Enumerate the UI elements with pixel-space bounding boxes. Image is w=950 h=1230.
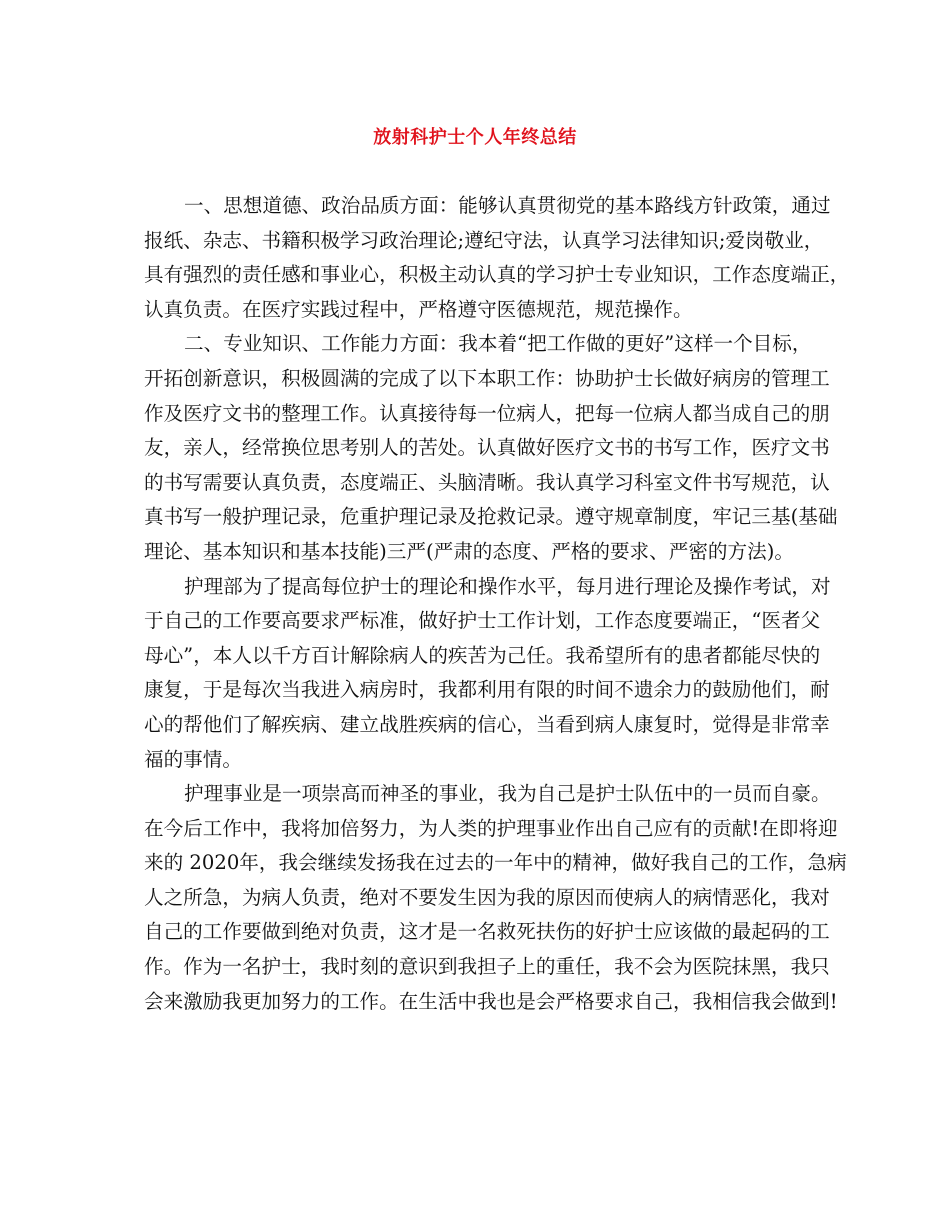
paragraph-line: 福的事情。 <box>144 747 242 771</box>
paragraph-line: 友，亲人，经常换位思考别人的苦处。认真做好医疗文书的书写工作，医疗文书 <box>144 436 830 460</box>
paragraph-line: 二、专业知识、工作能力方面：我本着“把工作做的更好”这样一个目标， <box>184 332 812 356</box>
paragraph-line: 理论、基本知识和基本技能)三严(严肃的态度、严格的要求、严密的方法)。 <box>144 539 794 563</box>
paragraph-line: 自己的工作要做到绝对负责，这才是一名救死扶伤的好护士应该做的最起码的工 <box>144 920 830 944</box>
paragraph-line: 一、思想道德、政治品质方面：能够认真贯彻党的基本路线方针政策，通过 <box>184 194 831 217</box>
paragraph-line: 康复，于是每次当我进入病房时，我都利用有限的时间不遗余力的鼓励他们，耐 <box>144 678 830 702</box>
paragraph-line: 人之所急，为病人负责，绝对不要发生因为我的原因而使病人的病情恶化，我对 <box>144 885 830 909</box>
paragraph-line: 作。作为一名护士，我时刻的意识到我担子上的重任，我不会为医院抹黑，我只 <box>144 955 830 979</box>
paragraph-line: 具有强烈的责任感和事业心，积极主动认真的学习护士专业知识，工作态度端正， <box>144 263 850 287</box>
paragraph-line: 护理部为了提高每位护士的理论和操作水平，每月进行理论及操作考试，对 <box>184 574 831 598</box>
paragraph-line: 会来激励我更加努力的工作。在生活中我也是会严格要求自己，我相信我会做到! <box>144 989 838 1013</box>
paragraph-line: 护理事业是一项崇高而神圣的事业，我为自己是护士队伍中的一员而自豪。 <box>184 782 831 806</box>
paragraph-3 <box>144 570 831 778</box>
paragraph-line: 的书写需要认真负责，态度端正、头脑清晰。我认真学习科室文件书写规范，认 <box>144 470 830 494</box>
paragraph-2 <box>144 327 838 569</box>
paragraph-line: 心的帮他们了解疾病、建立战胜疾病的信心，当看到病人康复时，觉得是非常幸 <box>144 712 830 736</box>
paragraph-4 <box>144 777 847 1019</box>
paragraph-line: 母心”，本人以千方百计解除病人的疾苦为己任。我希望所有的患者都能尽快的 <box>144 643 821 667</box>
paragraph-line: 来的 2020年，我会继续发扬我在过去的一年中的精神，做好我自己的工作，急病 <box>144 851 847 875</box>
paragraph-line: 作及医疗文书的整理工作。认真接待每一位病人，把每一位病人都当成自己的朋 <box>144 401 830 425</box>
paragraph-1 <box>144 189 850 327</box>
paragraph-line: 开拓创新意识，积极圆满的完成了以下本职工作：协助护士长做好病房的管理工 <box>144 366 830 390</box>
paragraph-line: 报纸、杂志、书籍积极学习政治理论;遵纪守法，认真学习法律知识;爱岗敬业， <box>144 228 824 252</box>
paragraph-line: 认真负责。在医疗实践过程中，严格遵守医德规范，规范操作。 <box>144 297 693 321</box>
paragraph-line: 真书写一般护理记录，危重护理记录及抢救记录。遵守规章制度，牢记三基(基础 <box>144 505 838 529</box>
paragraph-line: 在今后工作中，我将加倍努力，为人类的护理事业作出自己应有的贡献!在即将迎 <box>144 816 838 840</box>
paragraph-line: 于自己的工作要高要求严标准，做好护士工作计划，工作态度要端正，“医者父 <box>144 609 821 633</box>
document-body <box>144 189 850 1019</box>
document-title: 放射科护士个人年终总结 <box>373 127 577 148</box>
